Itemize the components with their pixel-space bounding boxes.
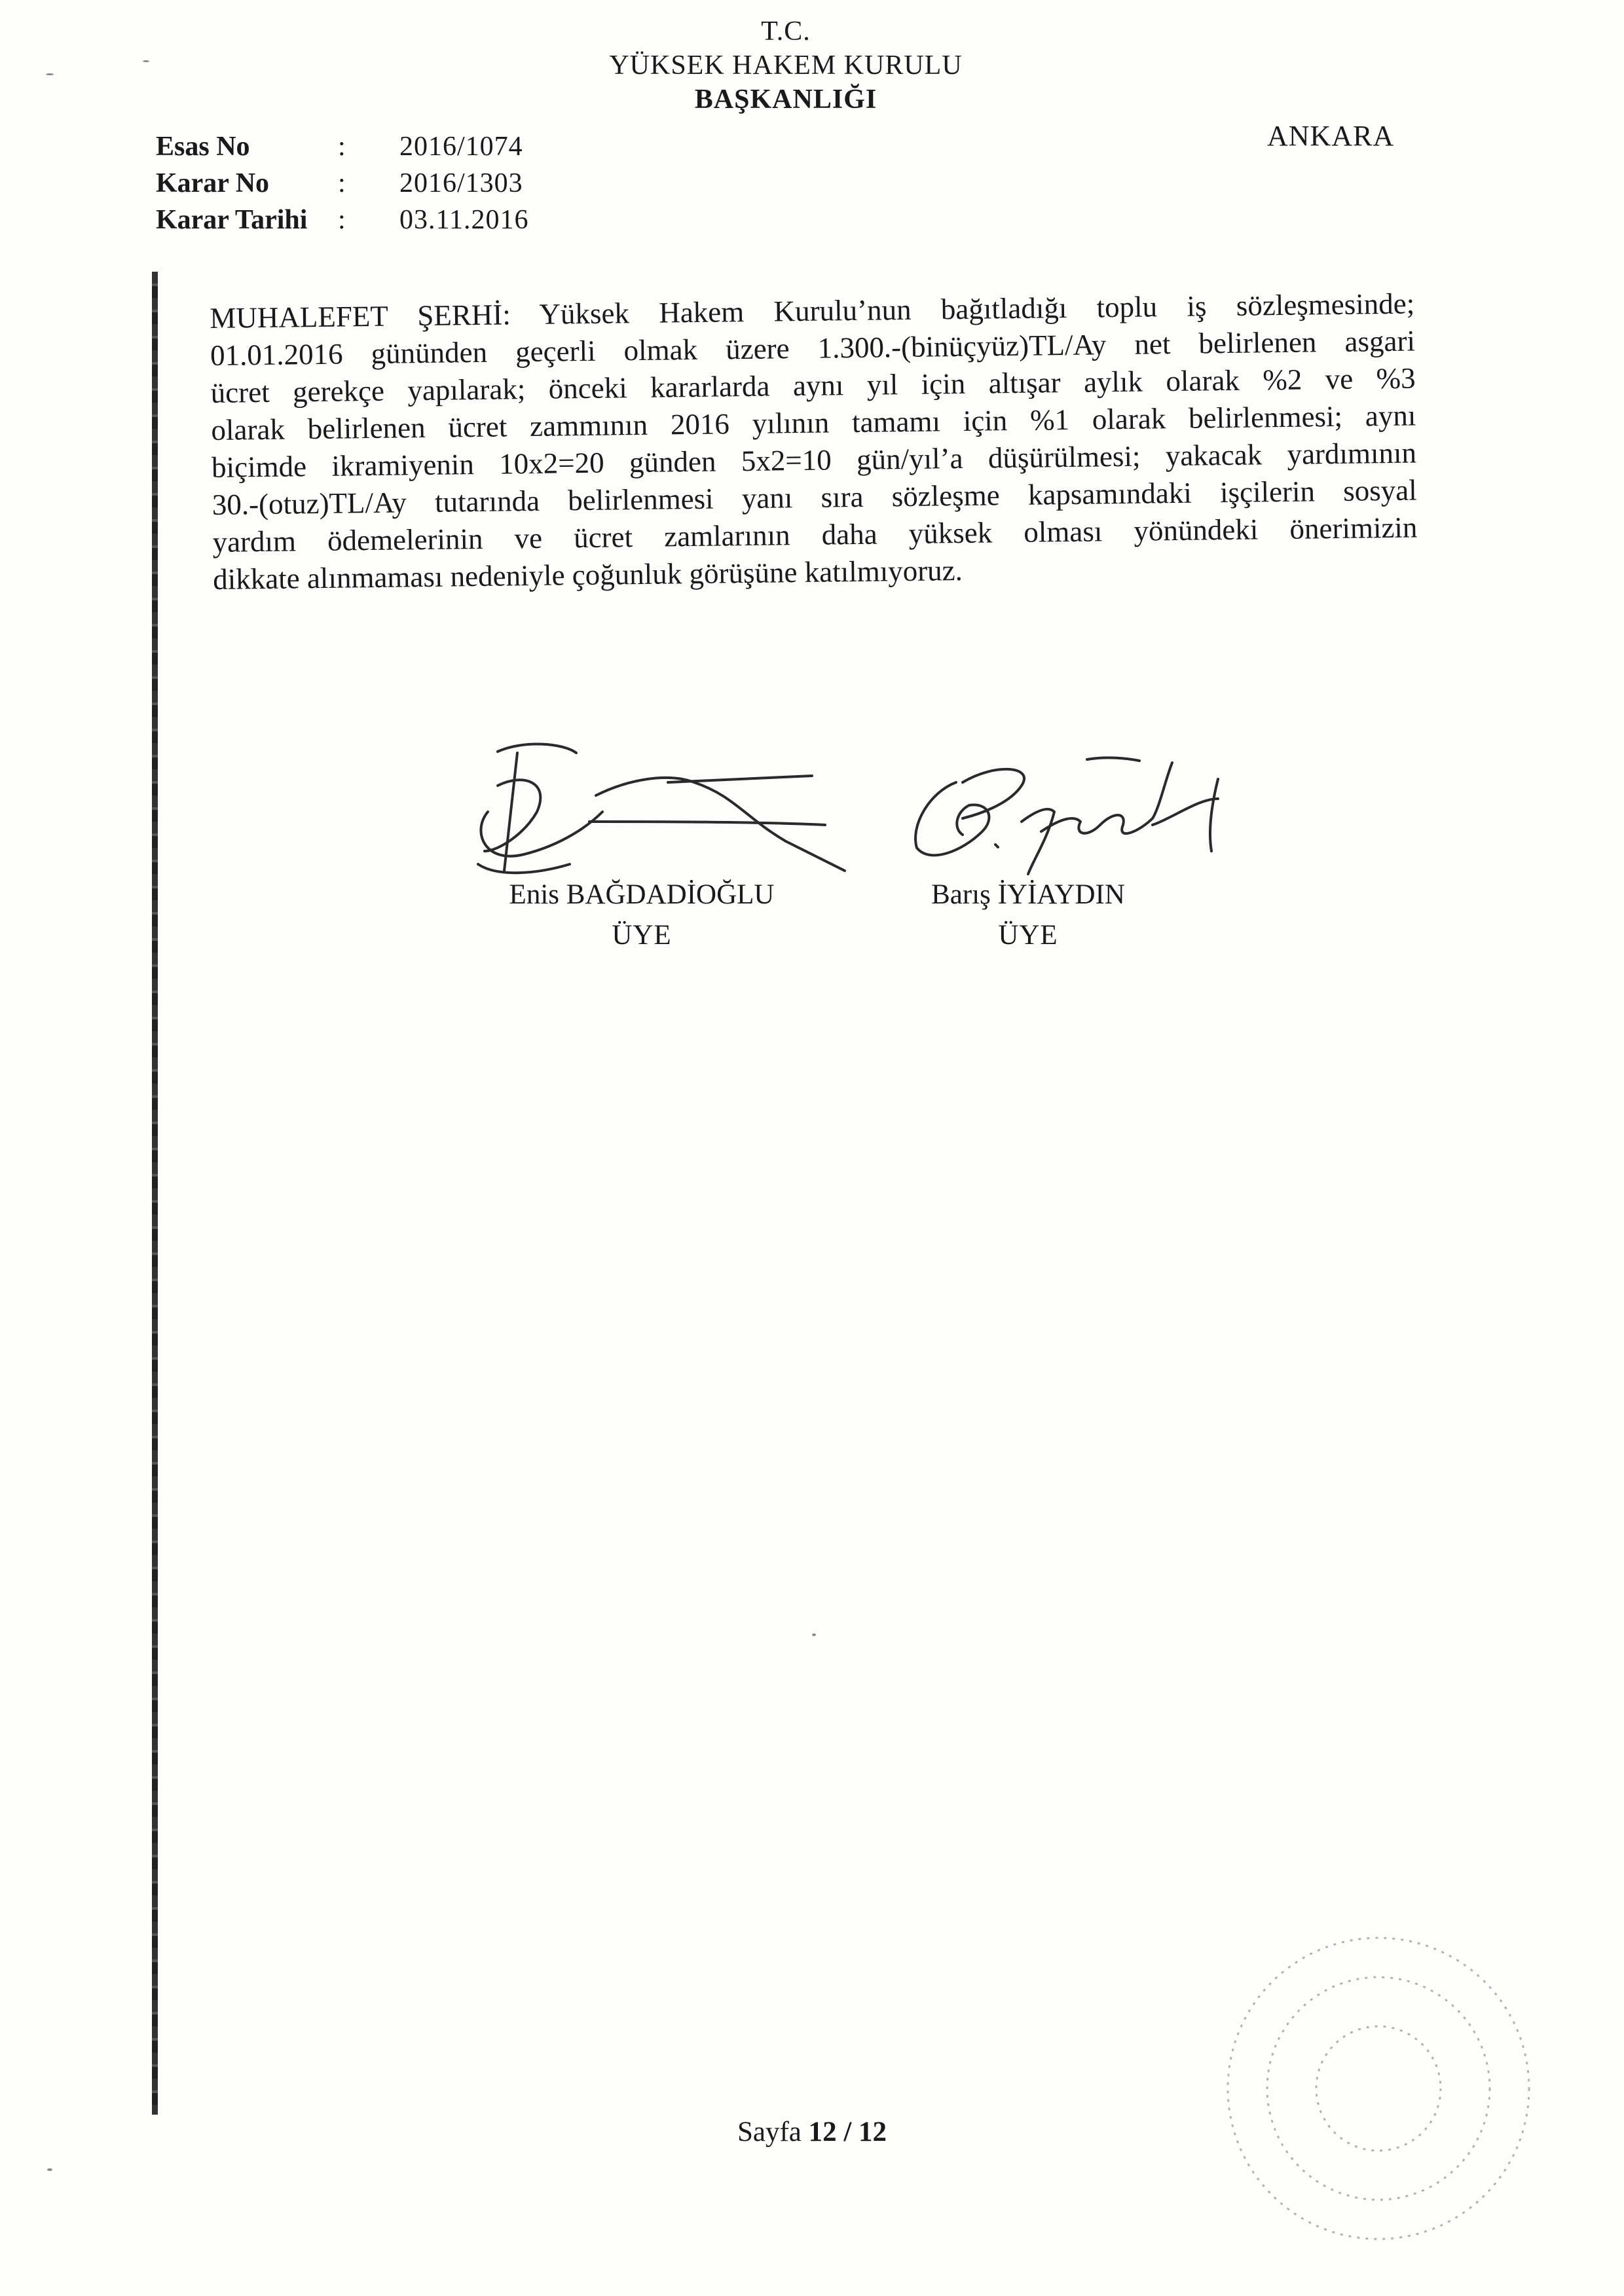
body-line: ücret gerekçe yapılarak; önceki kararlarda aynı yıl için altışar aylık olarak %2 ve %3 [210,361,1416,409]
meta-colon: : [338,168,346,198]
body-line: dikkate alınmaması nedeniyle çoğunluk görüşüne katılmıyoruz. [212,553,963,596]
body-line: olarak belirlenen ücret zammının 2016 yılının tamamı için %1 olarak belirlenmesi; aynı [211,399,1416,446]
header-tc: T.C. [761,16,811,46]
body-line: yardım ödemelerinin ve ücret zamlarının daha yüksek olması yönündeki önerimizin [212,511,1418,558]
meta-label: Karar No [156,168,270,198]
meta-colon: : [338,205,346,235]
page-label: Sayfa [737,2117,809,2147]
meta-value: 03.11.2016 [399,205,529,235]
official-stamp [1228,1938,1529,2239]
signature-baris-iyiaydin [915,757,1218,874]
signer-role: ÜYE [998,920,1058,951]
meta-value: 2016/1303 [399,168,523,198]
meta-value: 2016/1074 [399,132,523,162]
meta-label: Esas No [156,132,250,162]
page-footer [0,2116,1624,2148]
city-label: ANKARA [1267,120,1395,152]
signature-enis-bagdadioglu [478,744,845,873]
meta-colon: : [338,132,346,162]
signer-role: ÜYE [612,920,672,951]
header-presidency: BAŞKANLIĞI [694,84,877,115]
signer-block-1 [471,875,812,956]
body-line: MUHALEFET ŞERHİ: Yüksek Hakem Kurulu’nun bağıtladığı toplu iş sözleşmesinde; [210,287,1415,335]
signer-block-2 [877,875,1179,956]
signer-name: Enis BAĞDADİOĞLU [509,879,775,910]
body-line: 30.-(otuz)TL/Ay tutarında belirlenmesi yanı sıra sözleşme kapsamındaki işçilerin sosyal [212,473,1417,521]
signer-name: Barış İYİAYDIN [931,879,1125,910]
body-line: 01.01.2016 gününden geçerli olmak üzere 1.300.-(binüçyüz)TL/Ay net belirlenen asgari [210,324,1416,372]
body-line: biçimde ikramiyenin 10x2=20 günden 5x2=10 gün/yıl’a düşürülmesi; yakacak yardımının [211,436,1417,484]
meta-label: Karar Tarihi [156,205,308,235]
page-number: 12 / 12 [808,2117,887,2147]
header-institution: YÜKSEK HAKEM KURULU [609,50,963,81]
